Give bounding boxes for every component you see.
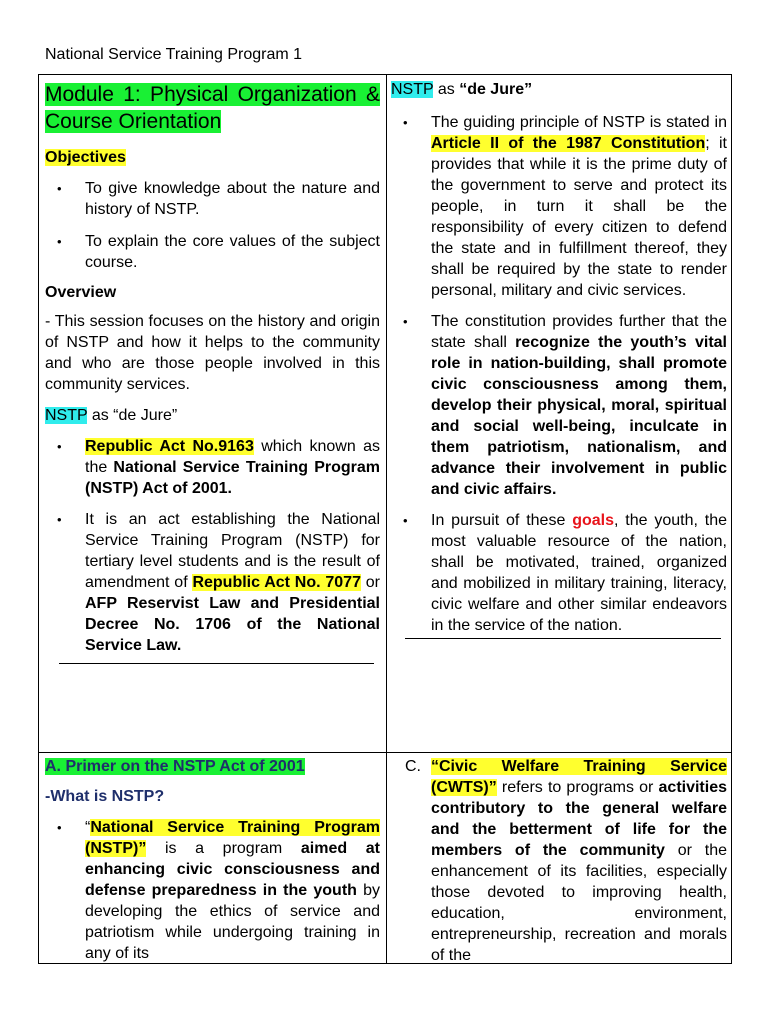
- module-title: Module 1: Physical Organization & Course Orientation: [45, 83, 380, 133]
- nstp-definition-item: • “National Service Training Program (NSTP)” is a program aimed at enhancing civic consciousness and defense preparedness in the youth by developing the ethics of service and patriotism while undergoing training in any of its: [45, 817, 380, 963]
- ra-9163-item: • Republic Act No.9163 which known as the National Service Training Program (NSTP) Act of 2001.: [45, 436, 380, 499]
- goals-item: • In pursuit of these goals, the youth, the most valuable resource of the nation, shall be motivated, trained, organized and mobilized in military training, literacy, civic welfare and other similar endeavors in the service of the nation.: [391, 510, 727, 636]
- objective-item: • To give knowledge about the nature and history of NSTP.: [45, 178, 380, 220]
- primer-list: [45, 817, 380, 963]
- cell-primer: [45, 756, 380, 963]
- section-rule: [59, 663, 374, 664]
- objectives-heading: Objectives: [45, 149, 126, 166]
- overview-heading: Overview: [45, 284, 117, 301]
- primer-heading: A. Primer on the NSTP Act of 2001: [45, 758, 305, 775]
- constitution-item: • The constitution provides further that the state shall recognize the youth’s vital role in nation-building, shall promote civic consciousness among them, develop their physical, moral, spiritual and social well-being, inculcate in them patriotism, nationalism, and advance their involvement in public and civic affairs.: [391, 311, 727, 500]
- cwts-paragraph: C. “Civic Welfare Training Service (CWTS)” refers to programs or activities contributory to the general welfare and the betterment of life for the members of the community or the enhancement of its facilities, especially those devoted to improving health, education, environment, entrepreneurship, recreation and morals of the: [405, 758, 727, 963]
- cell-de-jure: [391, 79, 727, 749]
- overview-text: - This session focuses on the history and origin of NSTP and how it helps to the community and who are those people involved in this community services.: [45, 313, 380, 393]
- objective-item: • To explain the core values of the subject course.: [45, 231, 380, 273]
- nstp-law-list: [45, 436, 380, 656]
- what-is-nstp-heading: -What is NSTP?: [45, 788, 165, 805]
- section-rule: [405, 638, 721, 639]
- act-establishing-item: • It is an act establishing the National Service Training Program (NSTP) for tertiary level students and is the result of amendment of Republic Act No. 7077 or AFP Reservist Law and Presidential Decree No. 1706 of the National Service Law.: [45, 509, 380, 656]
- de-jure-list: [391, 112, 727, 636]
- content-table: [38, 74, 732, 964]
- page-header: National Service Training Program 1: [45, 46, 303, 63]
- column-divider: [386, 75, 387, 963]
- nstp-de-jure-heading: NSTP as “de Jure”: [391, 81, 533, 98]
- row-divider: [39, 752, 731, 753]
- guiding-principle-item: • The guiding principle of NSTP is stated in Article II of the 1987 Constitution; it provides that while it is the prime duty of the government to serve and protect its people, in turn it shall be the responsibility of every citizen to defend the state and in fulfillment thereof, they shall be required by the state to render personal, military and civic services.: [391, 112, 727, 301]
- nstp-de-jure-heading: NSTP as “de Jure”: [45, 407, 178, 424]
- cell-cwts: [391, 756, 727, 963]
- cell-module-overview: [45, 79, 380, 749]
- objectives-list: [45, 178, 380, 273]
